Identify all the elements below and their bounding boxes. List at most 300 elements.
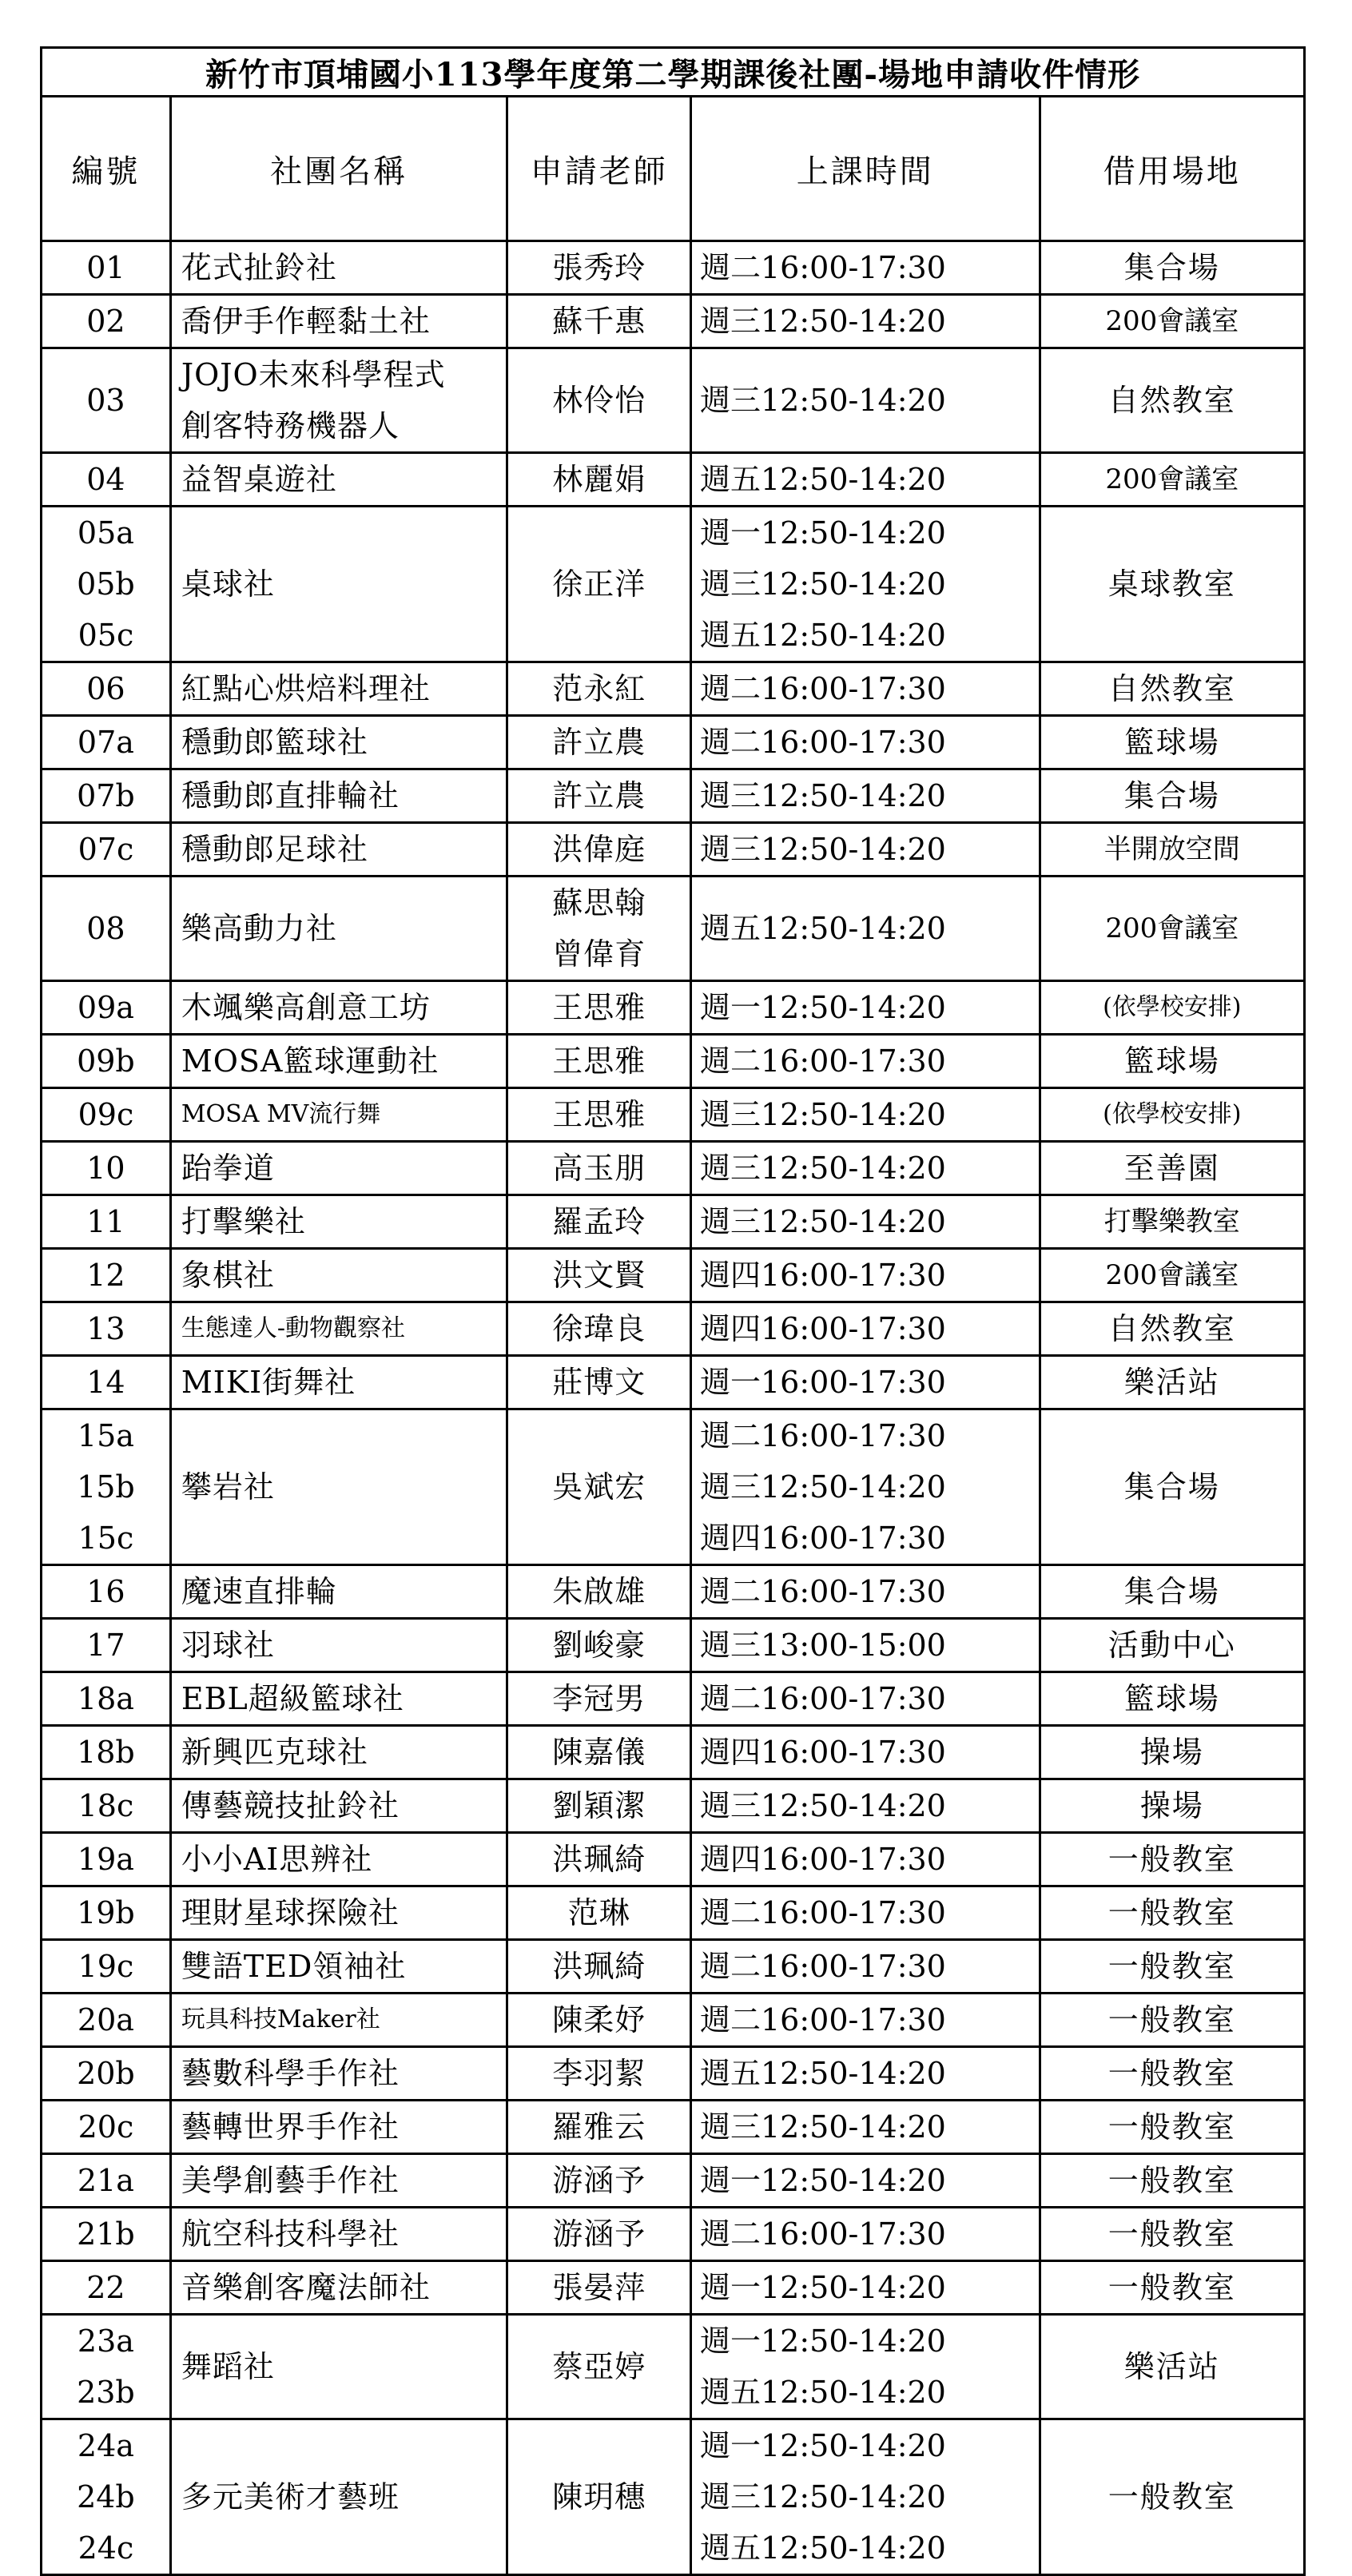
- teacher-name-line: 游涵予: [552, 2216, 646, 2252]
- club-id-line: 15a: [77, 1418, 134, 1453]
- teacher-name: [507, 1409, 691, 1565]
- teacher-name: [507, 1195, 691, 1249]
- venue: 打擊樂教室: [1040, 1195, 1304, 1249]
- teacher-name: [507, 1249, 691, 1302]
- club-name-line: 樂高動力社: [181, 911, 337, 946]
- club-id-line: 03: [86, 383, 125, 418]
- class-time: [691, 2208, 1040, 2261]
- club-name-line: 花式扯鈴社: [181, 250, 337, 285]
- club-id-line: 07b: [77, 778, 135, 813]
- teacher-name: [507, 1619, 691, 1672]
- club-name-line: 穩動郎直排輪社: [181, 778, 400, 813]
- table-body: [42, 241, 1305, 2575]
- club-id: [42, 1195, 171, 1249]
- club-name-line: MIKI街舞社: [181, 1365, 356, 1400]
- club-id-line: 19a: [77, 1842, 134, 1877]
- club-id: [42, 1779, 171, 1833]
- teacher-name-line: 李羽絜: [552, 2056, 646, 2091]
- class-time: [691, 1195, 1040, 1249]
- club-name-line: MOSA籃球運動社: [181, 1044, 439, 1079]
- class-time-line: 週五12:50-14:20: [700, 2056, 946, 2091]
- class-time: [691, 1409, 1040, 1565]
- venue: 一般教室: [1040, 2047, 1304, 2101]
- club-name-line: 音樂創客魔法師社: [181, 2270, 431, 2305]
- class-time-line: 週三12:50-14:20: [700, 2109, 946, 2145]
- class-time-line: 週五12:50-14:20: [700, 462, 946, 497]
- club-name: [170, 1356, 507, 1409]
- club-id-line: 09b: [77, 1044, 135, 1079]
- teacher-name: [507, 981, 691, 1035]
- venue: 集合場: [1040, 1565, 1304, 1619]
- club-id-line: 21a: [77, 2163, 134, 2198]
- teacher-name-line: 李冠男: [552, 1681, 646, 1716]
- teacher-name-line: 高玉朋: [552, 1151, 646, 1186]
- teacher-name-line: 蘇思翰: [552, 885, 646, 920]
- class-time: [691, 716, 1040, 769]
- club-name: [170, 1195, 507, 1249]
- class-time: [691, 1833, 1040, 1886]
- venue: 200會議室: [1040, 1249, 1304, 1302]
- club-name-line: EBL超級籃球社: [181, 1681, 404, 1716]
- class-time-line: 週二16:00-17:30: [700, 1044, 946, 1079]
- club-id: [42, 2101, 171, 2154]
- club-name: [170, 1409, 507, 1565]
- class-time: [691, 1035, 1040, 1088]
- club-id-line: 06: [86, 671, 125, 706]
- club-id: [42, 1726, 171, 1779]
- teacher-name-line: 陳柔妤: [552, 2002, 646, 2037]
- club-id: [42, 1088, 171, 1142]
- teacher-name: [507, 2315, 691, 2419]
- club-id: [42, 1565, 171, 1619]
- club-name: [170, 1726, 507, 1779]
- teacher-name-line: 吳斌宏: [552, 1469, 646, 1505]
- club-id: [42, 1409, 171, 1565]
- club-id-line: 23b: [77, 2375, 135, 2410]
- club-name: [170, 2208, 507, 2261]
- class-time-line: 週三12:50-14:20: [700, 1788, 946, 1823]
- title-row: [42, 48, 1305, 97]
- teacher-name-line: 洪偉庭: [552, 832, 646, 867]
- teacher-name-line: 蘇千惠: [552, 304, 646, 339]
- table-row: [42, 2208, 1305, 2261]
- club-id-line: 23a: [77, 2324, 134, 2359]
- teacher-name-line: 徐瑋良: [552, 1311, 646, 1346]
- table-row: [42, 507, 1305, 662]
- teacher-name: [507, 453, 691, 507]
- class-time-line: 週三12:50-14:20: [700, 832, 946, 867]
- table-row: [42, 1994, 1305, 2047]
- venue: 集合場: [1040, 769, 1304, 823]
- teacher-name: [507, 2047, 691, 2101]
- teacher-name: [507, 877, 691, 981]
- club-name-line: 舞蹈社: [181, 2349, 275, 2384]
- class-time: [691, 1940, 1040, 1994]
- club-id: [42, 1142, 171, 1195]
- class-time-line: 週二16:00-17:30: [700, 725, 946, 760]
- class-time: [691, 1726, 1040, 1779]
- teacher-name-line: 張秀玲: [552, 250, 646, 285]
- table-row: [42, 1302, 1305, 1356]
- teacher-name-line: 許立農: [552, 778, 646, 813]
- teacher-name-line: 徐正洋: [552, 566, 646, 602]
- club-id: [42, 1356, 171, 1409]
- teacher-name: [507, 348, 691, 453]
- class-time-line: 週三12:50-14:20: [700, 778, 946, 813]
- table-row: [42, 1195, 1305, 1249]
- club-id-line: 08: [86, 911, 125, 946]
- club-name: [170, 507, 507, 662]
- teacher-name: [507, 2154, 691, 2208]
- teacher-name-line: 洪珮綺: [552, 1842, 646, 1877]
- table-row: [42, 2101, 1305, 2154]
- club-name: [170, 1142, 507, 1195]
- teacher-name-line: 羅雅云: [552, 2109, 646, 2145]
- club-id-line: 20a: [77, 2002, 134, 2037]
- class-time: [691, 507, 1040, 662]
- class-time-line: 週二16:00-17:30: [700, 1895, 946, 1930]
- club-id: [42, 241, 171, 295]
- class-time-line: 週二16:00-17:30: [700, 1574, 946, 1609]
- teacher-name: [507, 2208, 691, 2261]
- club-id: [42, 1619, 171, 1672]
- table-row: [42, 877, 1305, 981]
- table-row: [42, 823, 1305, 877]
- club-name: [170, 981, 507, 1035]
- club-id: [42, 1302, 171, 1356]
- club-id-line: 24b: [77, 2479, 135, 2514]
- venue: 籃球場: [1040, 1672, 1304, 1726]
- table-row: [42, 241, 1305, 295]
- club-name-line: 小小AI思辨社: [181, 1842, 373, 1877]
- class-time: [691, 981, 1040, 1035]
- class-time: [691, 2419, 1040, 2575]
- table-row: [42, 1088, 1305, 1142]
- table-row: [42, 1249, 1305, 1302]
- table-row: [42, 1409, 1305, 1565]
- teacher-name: [507, 1142, 691, 1195]
- teacher-name-line: 陳嘉儀: [552, 1735, 646, 1770]
- class-time: [691, 1779, 1040, 1833]
- club-id: [42, 662, 171, 716]
- teacher-name-line: 洪珮綺: [552, 1949, 646, 1984]
- club-name: [170, 1833, 507, 1886]
- club-name-line: 玩具科技Maker社: [181, 2006, 380, 2033]
- teacher-name-line: 朱啟雄: [552, 1574, 646, 1609]
- teacher-name-line: 林伶怡: [552, 383, 646, 418]
- club-name-line: 穩動郎籃球社: [181, 725, 368, 760]
- class-time: [691, 662, 1040, 716]
- table-row: [42, 1779, 1305, 1833]
- club-name-line: 理財星球探險社: [181, 1895, 400, 1930]
- club-id-line: 04: [86, 462, 125, 497]
- club-id-line: 05c: [78, 618, 134, 653]
- table-row: [42, 716, 1305, 769]
- club-id: [42, 1035, 171, 1088]
- club-id-line: 16: [86, 1574, 125, 1609]
- class-time-line: 週五12:50-14:20: [700, 2530, 946, 2566]
- venue: 自然教室: [1040, 348, 1304, 453]
- club-id-line: 14: [86, 1365, 125, 1400]
- club-id: [42, 1886, 171, 1940]
- club-name: [170, 2047, 507, 2101]
- header-class-time: 上課時間: [691, 97, 1040, 241]
- venue: 200會議室: [1040, 295, 1304, 348]
- teacher-name: [507, 1088, 691, 1142]
- club-id: [42, 1833, 171, 1886]
- class-time: [691, 348, 1040, 453]
- teacher-name: [507, 507, 691, 662]
- header-club-name: 社團名稱: [170, 97, 507, 241]
- club-id-line: 19b: [77, 1895, 135, 1930]
- club-name-line: 雙語TED領袖社: [181, 1949, 407, 1984]
- class-time-line: 週二16:00-17:30: [700, 1949, 946, 1984]
- club-id-line: 12: [86, 1258, 125, 1293]
- club-name-line: 羽球社: [181, 1628, 275, 1663]
- table-row: [42, 981, 1305, 1035]
- teacher-name: [507, 1565, 691, 1619]
- club-id: [42, 2154, 171, 2208]
- venue: 操場: [1040, 1726, 1304, 1779]
- teacher-name: [507, 1302, 691, 1356]
- club-name: [170, 2419, 507, 2575]
- class-time-line: 週四16:00-17:30: [700, 1842, 946, 1877]
- club-name-line: 喬伊手作輕黏土社: [181, 304, 431, 339]
- class-time: [691, 2261, 1040, 2315]
- table-title: 新竹市頂埔國小113學年度第二學期課後社團-場地申請收件情形: [42, 48, 1305, 97]
- teacher-name-line: 蔡亞婷: [552, 2349, 646, 2384]
- club-id-line: 09c: [78, 1097, 134, 1132]
- club-id-line: 15b: [77, 1469, 135, 1505]
- club-name: [170, 2261, 507, 2315]
- club-name: [170, 1886, 507, 1940]
- venue: 至善園: [1040, 1142, 1304, 1195]
- club-id: [42, 981, 171, 1035]
- club-id-line: 21b: [77, 2216, 135, 2252]
- class-time-line: 週一12:50-14:20: [700, 2270, 946, 2305]
- venue: 一般教室: [1040, 1886, 1304, 1940]
- table-row: [42, 1886, 1305, 1940]
- venue: 一般教室: [1040, 1940, 1304, 1994]
- table-row: [42, 1940, 1305, 1994]
- venue: 一般教室: [1040, 2101, 1304, 2154]
- class-time: [691, 2101, 1040, 2154]
- club-name-line: 新興匹克球社: [181, 1735, 368, 1770]
- club-id-line: 01: [86, 250, 125, 285]
- class-time: [691, 877, 1040, 981]
- club-name-line: 傳藝競技扯鈴社: [181, 1788, 400, 1823]
- table-row: [42, 1142, 1305, 1195]
- club-name-line: 藝數科學手作社: [181, 2056, 400, 2091]
- venue: 一般教室: [1040, 2154, 1304, 2208]
- club-name-line: 象棋社: [181, 1258, 275, 1293]
- teacher-name-line: 范琳: [567, 1895, 630, 1930]
- class-time-line: 週一16:00-17:30: [700, 1365, 946, 1400]
- class-time-line: 週一12:50-14:20: [700, 2428, 946, 2463]
- venue: 集合場: [1040, 241, 1304, 295]
- teacher-name-line: 游涵予: [552, 2163, 646, 2198]
- venue: 籃球場: [1040, 716, 1304, 769]
- teacher-name: [507, 1672, 691, 1726]
- class-time: [691, 1565, 1040, 1619]
- club-id-line: 20c: [78, 2109, 134, 2145]
- venue: 樂活站: [1040, 1356, 1304, 1409]
- class-time-line: 週五12:50-14:20: [700, 911, 946, 946]
- club-id-line: 15c: [78, 1521, 134, 1556]
- class-time: [691, 1302, 1040, 1356]
- club-id: [42, 348, 171, 453]
- club-id-line: 18c: [78, 1788, 134, 1823]
- teacher-name: [507, 295, 691, 348]
- teacher-name: [507, 1940, 691, 1994]
- club-name: [170, 823, 507, 877]
- club-id-line: 11: [86, 1204, 125, 1239]
- club-id-line: 05b: [77, 566, 135, 602]
- club-venue-table: [40, 46, 1306, 2576]
- table-row: [42, 769, 1305, 823]
- class-time: [691, 1886, 1040, 1940]
- venue: 操場: [1040, 1779, 1304, 1833]
- class-time-line: 週三12:50-14:20: [700, 1469, 946, 1505]
- class-time: [691, 2154, 1040, 2208]
- club-id: [42, 769, 171, 823]
- venue: 一般教室: [1040, 1994, 1304, 2047]
- teacher-name-line: 劉峻豪: [552, 1628, 646, 1663]
- venue: 200會議室: [1040, 877, 1304, 981]
- class-time-line: 週三12:50-14:20: [700, 1151, 946, 1186]
- club-name-line: 航空科技科學社: [181, 2216, 400, 2252]
- club-name-line: 藝轉世界手作社: [181, 2109, 400, 2145]
- class-time-line: 週三13:00-15:00: [700, 1628, 946, 1663]
- venue: 集合場: [1040, 1409, 1304, 1565]
- class-time-line: 週四16:00-17:30: [700, 1521, 946, 1556]
- table-row: [42, 2047, 1305, 2101]
- table-row: [42, 453, 1305, 507]
- club-name: [170, 1779, 507, 1833]
- club-id-line: 18b: [77, 1735, 135, 1770]
- club-name: [170, 662, 507, 716]
- table-row: [42, 2154, 1305, 2208]
- club-id-line: 10: [86, 1151, 125, 1186]
- class-time: [691, 1249, 1040, 1302]
- teacher-name: [507, 2261, 691, 2315]
- class-time-line: 週五12:50-14:20: [700, 618, 946, 653]
- teacher-name: [507, 2101, 691, 2154]
- venue: 一般教室: [1040, 2208, 1304, 2261]
- club-name: [170, 1994, 507, 2047]
- table-row: [42, 1833, 1305, 1886]
- table-row: [42, 1356, 1305, 1409]
- club-id-line: 02: [86, 304, 125, 339]
- club-name-line: JOJO未來科學程式: [181, 357, 446, 392]
- club-id: [42, 1249, 171, 1302]
- club-name-line: MOSA MV流行舞: [181, 1100, 381, 1128]
- venue: 籃球場: [1040, 1035, 1304, 1088]
- teacher-name: [507, 1833, 691, 1886]
- class-time-line: 週一12:50-14:20: [700, 515, 946, 551]
- teacher-name-line: 王思雅: [552, 990, 646, 1025]
- class-time-line: 週四16:00-17:30: [700, 1311, 946, 1346]
- club-name-line: 多元美術才藝班: [181, 2479, 400, 2514]
- table-row: [42, 1619, 1305, 1672]
- header-row: [42, 97, 1305, 241]
- club-id: [42, 823, 171, 877]
- club-name: [170, 2315, 507, 2419]
- teacher-name-line: 范永紅: [552, 671, 646, 706]
- teacher-name: [507, 1726, 691, 1779]
- club-name-line: 紅點心烘焙料理社: [181, 671, 431, 706]
- class-time: [691, 1619, 1040, 1672]
- club-id: [42, 2047, 171, 2101]
- header-venue: 借用場地: [1040, 97, 1304, 241]
- club-name-line: 魔速直排輪: [181, 1574, 337, 1609]
- club-id: [42, 1940, 171, 1994]
- table-row: [42, 2419, 1305, 2575]
- header-teacher: 申請老師: [507, 97, 691, 241]
- club-id: [42, 1672, 171, 1726]
- club-name: [170, 2101, 507, 2154]
- club-name: [170, 716, 507, 769]
- venue: (依學校安排): [1040, 1088, 1304, 1142]
- header-id: 編號: [42, 97, 171, 241]
- venue: 桌球教室: [1040, 507, 1304, 662]
- club-id-line: 18a: [77, 1681, 134, 1716]
- class-time-line: 週三12:50-14:20: [700, 566, 946, 602]
- table-row: [42, 295, 1305, 348]
- table-row: [42, 1672, 1305, 1726]
- club-id-line: 17: [86, 1628, 125, 1663]
- class-time: [691, 2315, 1040, 2419]
- teacher-name: [507, 1994, 691, 2047]
- class-time: [691, 1356, 1040, 1409]
- class-time-line: 週二16:00-17:30: [700, 2002, 946, 2037]
- venue: 自然教室: [1040, 662, 1304, 716]
- teacher-name-line: 許立農: [552, 725, 646, 760]
- club-id-line: 22: [86, 2270, 125, 2305]
- club-id: [42, 2315, 171, 2419]
- table-row: [42, 1035, 1305, 1088]
- teacher-name-line: 劉穎潔: [552, 1788, 646, 1823]
- class-time-line: 週四16:00-17:30: [700, 1258, 946, 1293]
- table-row: [42, 1726, 1305, 1779]
- venue: (依學校安排): [1040, 981, 1304, 1035]
- club-name-line: 益智桌遊社: [181, 462, 337, 497]
- teacher-name: [507, 1886, 691, 1940]
- class-time: [691, 295, 1040, 348]
- teacher-name-line: 陳玥穗: [552, 2479, 646, 2514]
- club-id: [42, 1994, 171, 2047]
- table-row: [42, 662, 1305, 716]
- class-time-line: 週一12:50-14:20: [700, 2324, 946, 2359]
- class-time: [691, 453, 1040, 507]
- club-name-line: 打擊樂社: [181, 1204, 306, 1239]
- venue: 一般教室: [1040, 2419, 1304, 2575]
- teacher-name-line: 曾偉育: [552, 936, 646, 972]
- table-row: [42, 2315, 1305, 2419]
- club-name: [170, 453, 507, 507]
- club-id: [42, 2208, 171, 2261]
- club-name-line: 攀岩社: [181, 1469, 275, 1505]
- club-id: [42, 877, 171, 981]
- venue: 200會議室: [1040, 453, 1304, 507]
- teacher-name: [507, 1779, 691, 1833]
- class-time-line: 週一12:50-14:20: [700, 2163, 946, 2198]
- class-time: [691, 1994, 1040, 2047]
- venue: 樂活站: [1040, 2315, 1304, 2419]
- class-time: [691, 1088, 1040, 1142]
- class-time-line: 週二16:00-17:30: [700, 2216, 946, 2252]
- club-name: [170, 1672, 507, 1726]
